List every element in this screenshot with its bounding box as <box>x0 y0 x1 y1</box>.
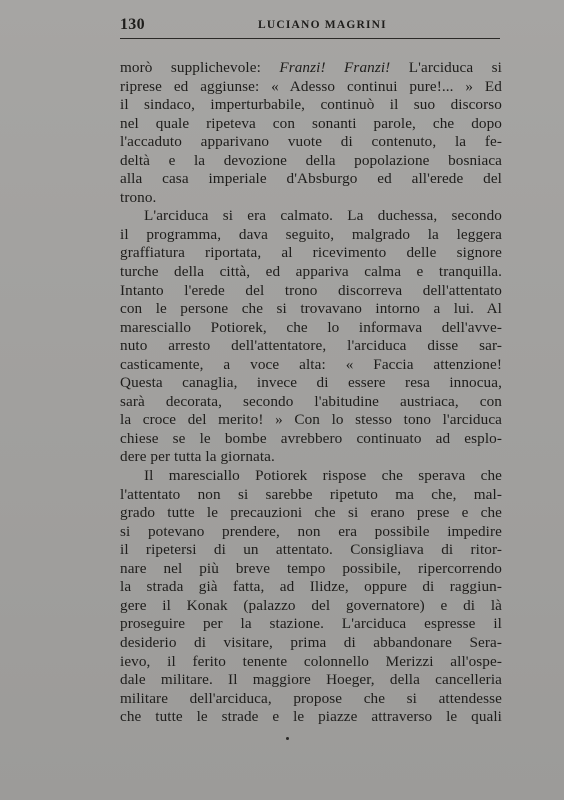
text-line: ievo, il ferito tenente colonnello Merizzi all'ospe- <box>120 652 502 670</box>
italic-exclamation: Franzi! Franzi! <box>279 59 391 76</box>
text-line: maresciallo Potiorek, che lo informava dell'avve- <box>120 318 502 336</box>
text-segment: L'arciduca si <box>390 59 502 76</box>
text-line: la croce del merito! » Con lo stesso tono l'arciduca <box>120 411 502 429</box>
page-number: 130 <box>120 16 145 33</box>
text-line: nare nel più breve tempo possibile, ripercorrendo <box>120 559 502 577</box>
text-line: trono. <box>120 188 157 206</box>
page-header <box>120 14 500 39</box>
text-line: Intanto l'erede del trono discorreva dell'attentato <box>120 281 502 299</box>
text-line: turche della città, ed appariva calma e tranquilla. <box>120 263 502 281</box>
text-line <box>120 59 502 78</box>
text-line: dale militare. Il maggiore Hoeger, della cancelleria <box>120 671 502 689</box>
text-line: il programma, dava seguito, malgrado la leggera <box>120 225 502 243</box>
text-line: deltà e la devozione della popolazione bosniaca <box>120 151 502 169</box>
body-text <box>120 59 502 727</box>
text-line: casticamente, a voce alta: « Faccia attenzione! <box>120 355 502 373</box>
text-line: chiese se le bombe avrebbero continuato ad esplo- <box>120 429 502 447</box>
ink-speck <box>286 737 289 740</box>
paragraph-start: Il maresciallo Potiorek rispose che sperava che <box>144 467 502 485</box>
text-line: riprese ed aggiunse: « Adesso continui pure!... » Ed <box>120 77 502 95</box>
text-line: il ripetersi di un attentato. Consigliava di ritor- <box>120 541 502 559</box>
text-line: proseguire per la stazione. L'arciduca espresse il <box>120 615 502 633</box>
text-line: nuto arresto dell'attentatore, l'arciduca disse sar- <box>120 337 502 355</box>
text-line: con le persone che si trovavano intorno a lui. Al <box>120 300 502 318</box>
text-line: che tutte le strade e le piazze attraverso le quali <box>120 708 502 726</box>
text-line: sarà decorata, secondo l'abitudine austriaca, con <box>120 392 502 410</box>
text-line: la strada già fatta, ad Ilidze, oppure di raggiun- <box>120 578 502 596</box>
running-head: LUCIANO MAGRINI <box>258 19 387 31</box>
text-line: alla casa imperiale d'Absburgo ed all'erede del <box>120 170 502 188</box>
text-line: Questa canaglia, invece di essere resa innocua, <box>120 374 502 392</box>
text-line: l'attentato non si sarebbe ripetuto ma che, mal- <box>120 485 502 503</box>
text-line: graffiatura riportata, al ricevimento delle signore <box>120 244 502 262</box>
text-line: nel quale ripeteva con sonanti parole, che dopo <box>120 114 502 132</box>
text-line: desiderio di visitare, prima di abbandonare Sera- <box>120 633 502 651</box>
text-line: militare dell'arciduca, propose che si attendesse <box>120 689 502 707</box>
text-segment: morò supplichevole: <box>120 59 280 76</box>
paragraph-start: L'arciduca si era calmato. La duchessa, secondo <box>144 207 502 225</box>
text-line: grado tutte le precauzioni che si erano prese e che <box>120 504 502 522</box>
text-line: si potevano prendere, non era possibile impedire <box>120 522 502 540</box>
text-line: gere il Konak (palazzo del governatore) e di là <box>120 596 502 614</box>
text-line: dere per tutta la giornata. <box>120 448 275 466</box>
text-line: l'accaduto apparivano vuote di contenuto, la fe- <box>120 133 502 151</box>
text-line: il sindaco, imperturbabile, continuò il suo discorso <box>120 96 502 114</box>
